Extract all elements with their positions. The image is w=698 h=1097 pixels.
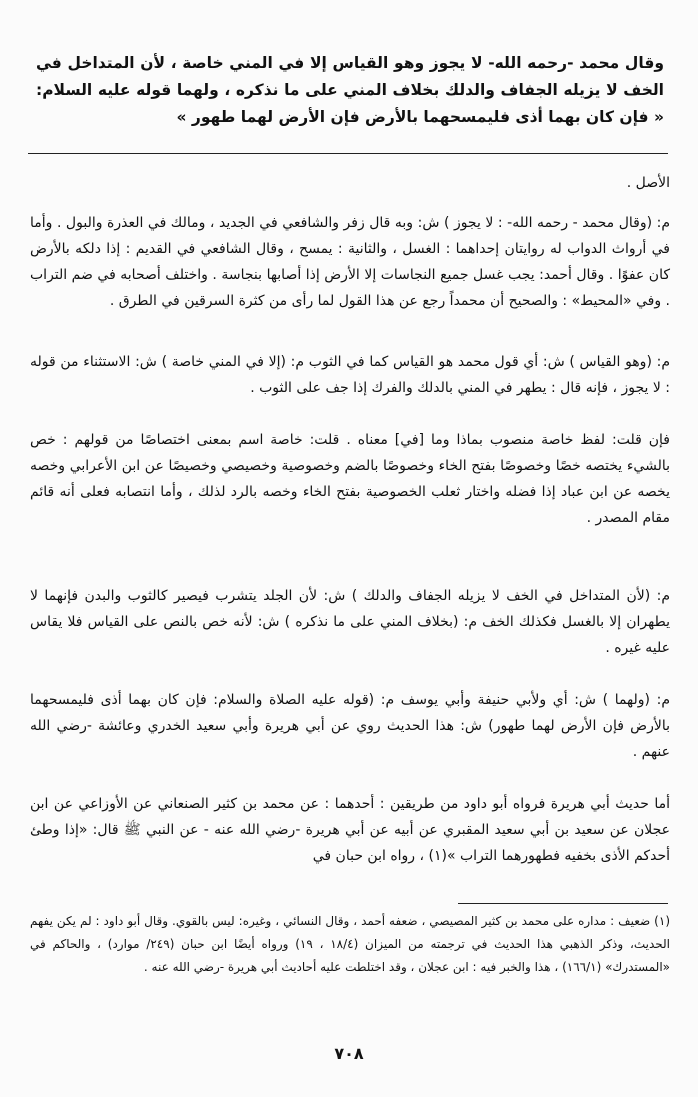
matn-text: وقال محمد -رحمه الله- لا يجوز وهو القياس إلا في المني خاصة ، لأن المتداخل في الخف لا يزيله الجفاف والدلك بخلاف المني على ما نذكره ، ولهما قوله عليه السلام: « فإن كان بهما أذى فليمسحهما بالأرض فإن الأرض لهما طهور » xyxy=(36,54,664,126)
paragraph-qiyas: م: (وهو القياس ) ش: أي قول محمد هو القياس كما في الثوب م: (إلا في المني خاصة ) ش: الاستثناء من قوله : لا يجوز ، فإنه قال : يطهر في المني بالدلك والفرك إذا جف على الثوب . xyxy=(30,354,670,396)
paragraph-muhammad: م: (وقال محمد - رحمه الله- : لا يجوز ) ش: وبه قال زفر والشافعي في الجديد ، ومالك في العذرة والبول . وأما في أرواث الدواب له روايتان إحداهما : الغسل ، والثانية : يمسح ، وقال الشافعي في القديم : إذا دلكه بالأرض كان عفوًا . وقال أحمد: يجب غسل جميع النجاسات إلا الأرض إذا أصابها بنجاسة . واختلف أصحابه في ضم التراب . وفي «المحيط» : والصحيح أن محمداً رجع عن هذا القول لما رأى من كثرة السرقين في الطرق . xyxy=(30,215,670,309)
paragraph-walahuma: م: (ولهما ) ش: أي ولأبي حنيفة وأبي يوسف م: (قوله عليه الصلاة والسلام: فإن كان بهما أذى فليمسحهما بالأرض فإن الأرض لهما طهور) ش: هذا الحديث روي عن أبي هريرة وأبي سعيد الخدري وعائشة -رضي الله عنهم . xyxy=(30,692,670,760)
divider-line xyxy=(28,153,668,154)
footnote: (١) ضعيف : مداره على محمد بن كثير المصيصي ، ضعفه أحمد ، وقال النسائي ، وغيره: ليس بالقوي. وقال أبو داود : لم يكن يفهم الحديث، وذكر الذهبي هذا الحديث في ترجمته من الميزان (١٨/٤ ، ١٩) ورواه أيضًا ابن حبان (٢٤٩/ موارد) ، والحاكم في «المستدرك» (١٦٦/١) ، هذا والخبر فيه : ابن عجلان ، وقد اختلطت عليه أحاديث أبي هريرة -رضي الله عنه . xyxy=(30,914,670,974)
footnote-divider xyxy=(458,903,668,904)
page-number: ٧٠٨ xyxy=(334,1044,364,1063)
paragraph-mutadakhil: م: (لأن المتداخل في الخف لا يزيله الجفاف والدلك ) ش: لأن الجلد يتشرب فيصير كالثوب والبدن فإنهما لا يطهران إلا بالغسل فكذلك الخف م: (بخلاف المني على ما نذكره ) ش: لأنه خص بالنص على القياس فلا يقاس عليه غيره . xyxy=(30,588,670,656)
paragraph-khassa: فإن قلت: لفظ خاصة منصوب بماذا وما [في] معناه . قلت: خاصة اسم بمعنى اختصاصًا من قولهم : خص بالشيء يختصه خصًا وخصوصًا بفتح الخاء وخصوصًا بالضم وخصوصية وخصيصي وخصيصًا عن ابن الأعرابي وخصه يخصه عن ابن عباد إذا فضله واختار ثعلب الخصوصية بفتح الخاء وخصه بالرد لذلك ، وأما انتصابه فعلى أنه قائم مقام المصدر . xyxy=(30,432,670,526)
paragraph-asl: الأصل . xyxy=(626,175,670,191)
paragraph-abu-hurayra: أما حديث أبي هريرة فرواه أبو داود من طريقين : أحدهما : عن محمد بن كثير الصنعاني عن الأوزاعي عن ابن عجلان عن سعيد بن أبي سعيد المقبري عن أبيه عن أبي هريرة -رضي الله عنه - عن النبي ﷺ قال: «إذا وطئ أحدكم الأذى بخفيه فطهورهما التراب »(١) ، رواه ابن حبان في xyxy=(30,796,670,864)
